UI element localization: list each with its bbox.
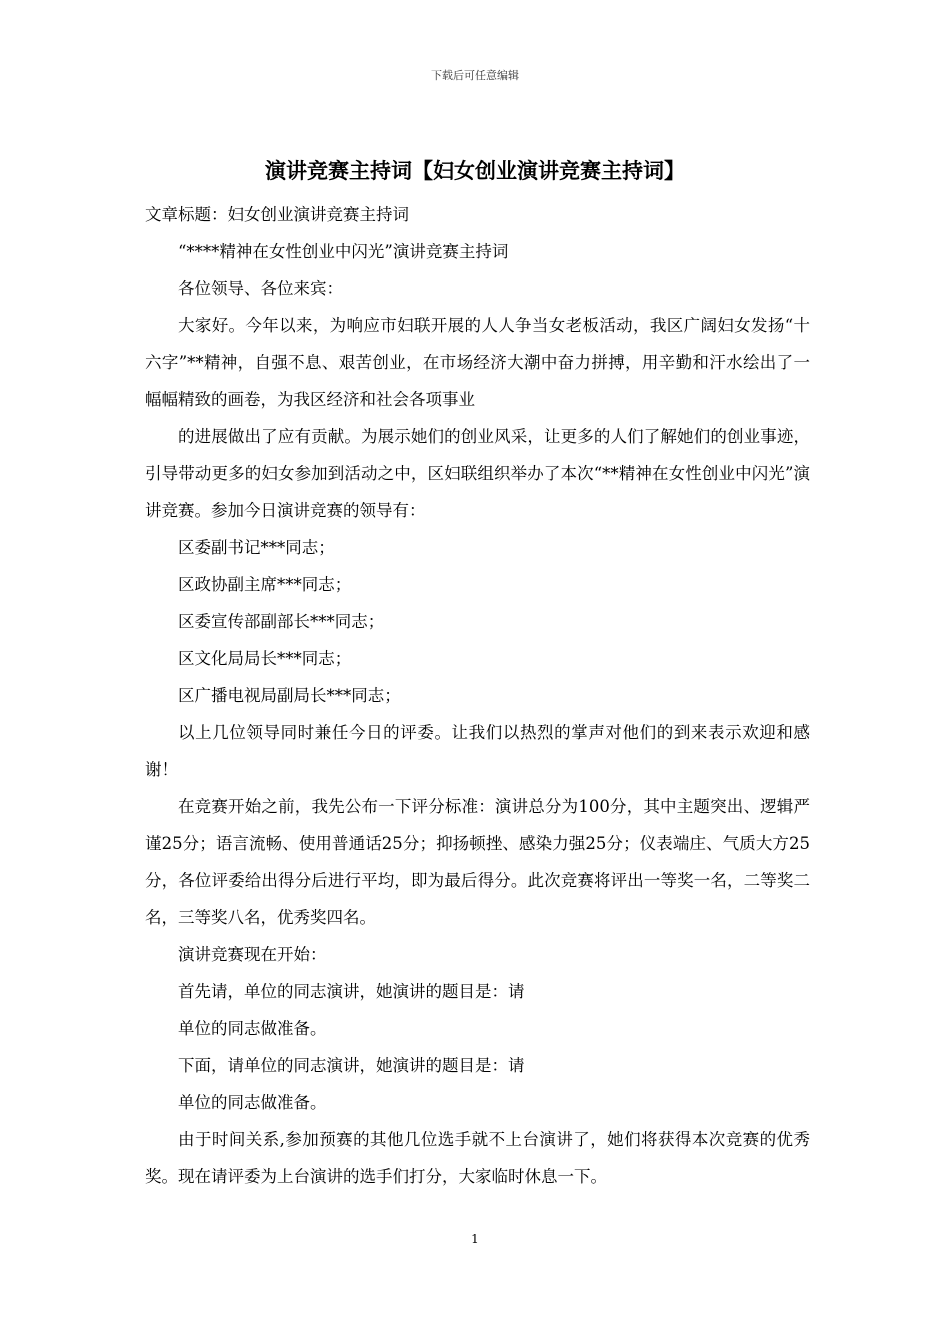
paragraph-closing: 由于时间关系,参加预赛的其他几位选手就不上台演讲了，她们将获得本次竞赛的优秀奖。现在请评委为上台演讲的选手们打分，大家临时休息一下。	[145, 1130, 810, 1186]
leader-item: 区委宣传部副部长***同志；	[178, 612, 385, 631]
paragraph-next-speaker: 下面，请单位的同志演讲，她演讲的题目是：请	[178, 1056, 525, 1075]
paragraph-scoring: 在竞赛开始之前，我先公布一下评分标准：演讲总分为100分，其中主题突出、逻辑严谨25分；语言流畅、使用普通话25分；抑扬顿挫、感染力强25分；仪表端庄、气质大方25分，各位评委给出得分后进行平均，即为最后得分。此次竞赛将评出一等奖一名，二等奖二名，三等奖八名，优秀奖四名。	[145, 797, 810, 927]
speech-subtitle: “****精神在女性创业中闪光”演讲竞赛主持词	[178, 242, 509, 261]
document-body	[145, 196, 810, 1195]
paragraph-first-prepare: 单位的同志做准备。	[178, 1019, 327, 1038]
paragraph-next-prepare: 单位的同志做准备。	[178, 1093, 327, 1112]
article-title-line: 文章标题：妇女创业演讲竞赛主持词	[145, 205, 409, 224]
paragraph-purpose: 的进展做出了应有贡献。为展示她们的创业风采，让更多的人们了解她们的创业事迹，引导带动更多的妇女参加到活动之中，区妇联组织举办了本次“**精神在女性创业中闪光”演讲竞赛。参加今日演讲竞赛的领导有：	[145, 427, 810, 520]
paragraph-first-speaker: 首先请，单位的同志演讲，她演讲的题目是：请	[178, 982, 525, 1001]
document-title: 演讲竞赛主持词【妇女创业演讲竞赛主持词】	[265, 158, 685, 183]
paragraph-judges: 以上几位领导同时兼任今日的评委。让我们以热烈的掌声对他们的到来表示欢迎和感谢！	[145, 723, 810, 779]
leader-item: 区政协副主席***同志；	[178, 575, 352, 594]
paragraph-start: 演讲竞赛现在开始：	[178, 945, 327, 964]
paragraph-intro: 大家好。今年以来，为响应市妇联开展的人人争当女老板活动，我区广阔妇女发扬“十六字”**精神，自强不息、艰苦创业，在市场经济大潮中奋力拼搏，用辛勤和汗水绘出了一幅幅精致的画卷，为我区经济和社会各项事业	[145, 316, 810, 409]
header-note: 下载后可任意编辑	[431, 69, 519, 82]
leader-item: 区广播电视局副局长***同志；	[178, 686, 401, 705]
greeting: 各位领导、各位来宾：	[178, 279, 343, 298]
page-number: 1	[471, 1232, 479, 1246]
leader-item: 区文化局局长***同志；	[178, 649, 352, 668]
leader-item: 区委副书记***同志；	[178, 538, 335, 557]
